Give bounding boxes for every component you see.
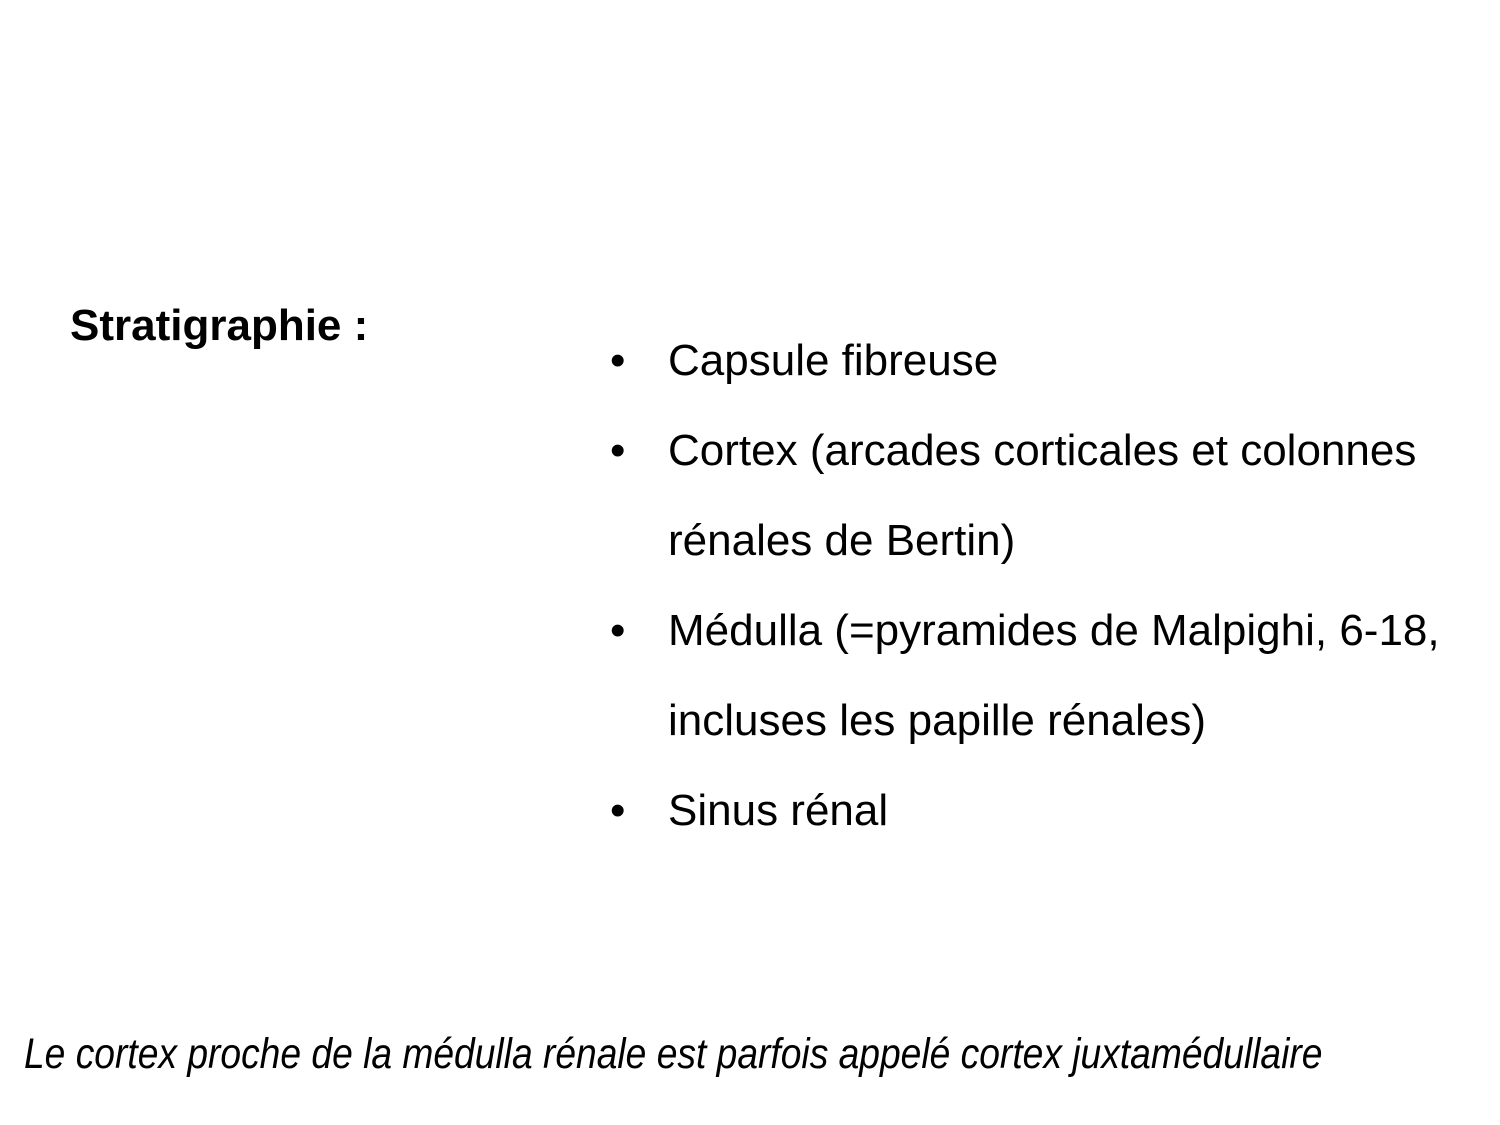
bullet-icon: •	[610, 786, 626, 835]
list-item-text: Sinus rénal	[668, 786, 889, 835]
bullet-icon: •	[610, 426, 626, 475]
stratigraphy-list	[610, 316, 1470, 856]
list-item-capsule	[610, 316, 1470, 406]
list-item-sinus	[610, 766, 1470, 856]
slide-heading: Stratigraphie :	[70, 301, 369, 350]
list-item-text: Capsule fibreuse	[668, 336, 999, 385]
list-item-text: Médulla (=pyramides de Malpighi, 6-18, incluses les papille rénales)	[668, 606, 1440, 745]
bullet-icon: •	[610, 336, 626, 385]
list-item-text: Cortex (arcades corticales et colonnes rénales de Bertin)	[668, 426, 1417, 565]
bullet-icon: •	[610, 606, 626, 655]
list-item-medulla	[610, 586, 1470, 766]
slide-footnote: Le cortex proche de la médulla rénale est parfois appelé cortex juxtamédullaire	[24, 1030, 1323, 1078]
list-item-cortex	[610, 406, 1470, 586]
